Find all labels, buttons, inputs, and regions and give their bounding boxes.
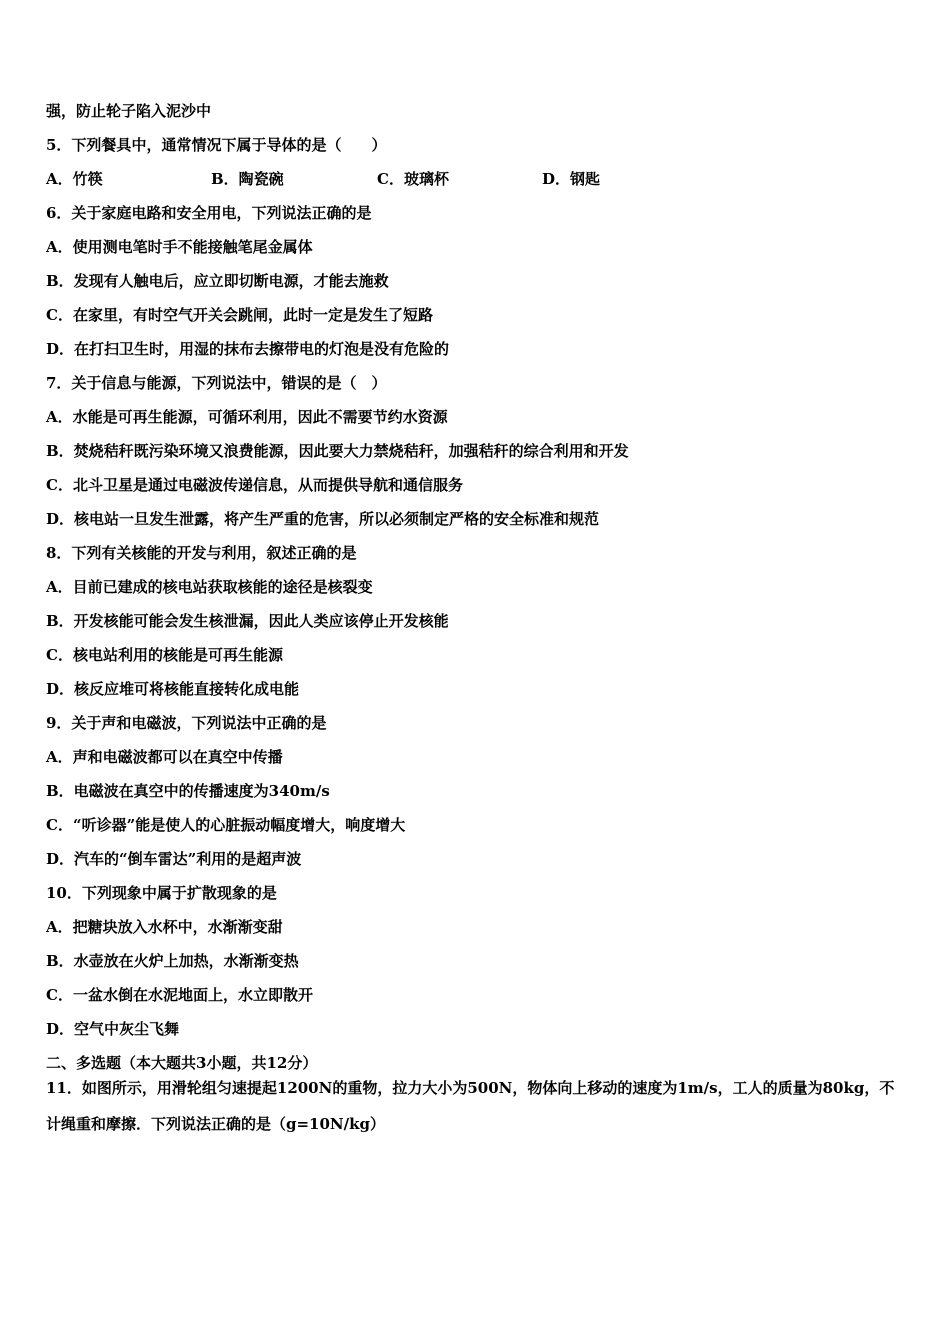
q9-option-a: A．声和电磁波都可以在真空中传播	[46, 748, 283, 766]
q5-options	[46, 169, 746, 189]
question-9: 9．关于声和电磁波，下列说法中正确的是	[46, 714, 327, 732]
q7-option-d: D．核电站一旦发生泄露，将产生严重的危害，所以必须制定严格的安全标准和规范	[46, 510, 600, 528]
q6-option-d: D．在打扫卫生时，用湿的抹布去擦带电的灯泡是没有危险的	[46, 340, 450, 358]
q5-option-a: A．竹筷	[46, 170, 103, 188]
question-6: 6．关于家庭电路和安全用电，下列说法正确的是	[46, 204, 372, 222]
q8-option-d: D．核反应堆可将核能直接转化成电能	[46, 680, 300, 698]
q8-option-b: B．开发核能可能会发生核泄漏，因此人类应该停止开发核能	[46, 612, 449, 630]
q7-option-b: B．焚烧秸秆既污染环境又浪费能源，因此要大力禁烧秸秆，加强秸秆的综合利用和开发	[46, 442, 629, 460]
q7-option-c: C．北斗卫星是通过电磁波传递信息，从而提供导航和通信服务	[46, 476, 463, 494]
q5-option-c: C．玻璃杯	[377, 170, 449, 188]
q6-option-c: C．在家里，有时空气开关会跳闸，此时一定是发生了短路	[46, 306, 433, 324]
q10-option-b: B．水壶放在火炉上加热，水渐渐变热	[46, 952, 299, 970]
q10-option-a: A．把糖块放入水杯中，水渐渐变甜	[46, 918, 283, 936]
q8-option-c: C．核电站利用的核能是可再生能源	[46, 646, 283, 664]
q5-option-d: D．钢匙	[542, 170, 601, 188]
q8-option-a: A．目前已建成的核电站获取核能的途径是核裂变	[46, 578, 373, 596]
question-10: 10．下列现象中属于扩散现象的是	[46, 884, 277, 902]
q10-option-d: D．空气中灰尘飞舞	[46, 1020, 180, 1038]
question-5: 5．下列餐具中，通常情况下属于导体的是（ ）	[46, 136, 387, 154]
text-line: 强，防止轮子陷入泥沙中	[46, 102, 212, 120]
q6-option-b: B．发现有人触电后，应立即切断电源，才能去施救	[46, 272, 389, 290]
q10-option-c: C．一盆水倒在水泥地面上，水立即散开	[46, 986, 313, 1004]
q7-option-a: A．水能是可再生能源，可循环利用，因此不需要节约水资源	[46, 408, 448, 426]
q9-option-d: D．汽车的“倒车雷达”利用的是超声波	[46, 850, 302, 868]
question-7: 7．关于信息与能源，下列说法中，错误的是（ ）	[46, 374, 387, 392]
q9-option-b: B．电磁波在真空中的传播速度为340m/s	[46, 782, 330, 800]
q6-option-a: A．使用测电笔时手不能接触笔尾金属体	[46, 238, 313, 256]
question-8: 8．下列有关核能的开发与利用，叙述正确的是	[46, 544, 357, 562]
question-11: 11．如图所示，用滑轮组匀速提起1200N的重物，拉力大小为500N，物体向上移动的速度为1m/s，工人的质量为80kg，不计绳重和摩擦．下列说法正确的是（g=10N/kg）	[46, 1079, 895, 1133]
q9-option-c: C．“听诊器”能是使人的心脏振动幅度增大，响度增大	[46, 816, 406, 834]
q5-option-b: B．陶瓷碗	[211, 170, 284, 188]
section-heading: 二、多选题（本大题共3小题，共12分）	[46, 1054, 318, 1072]
